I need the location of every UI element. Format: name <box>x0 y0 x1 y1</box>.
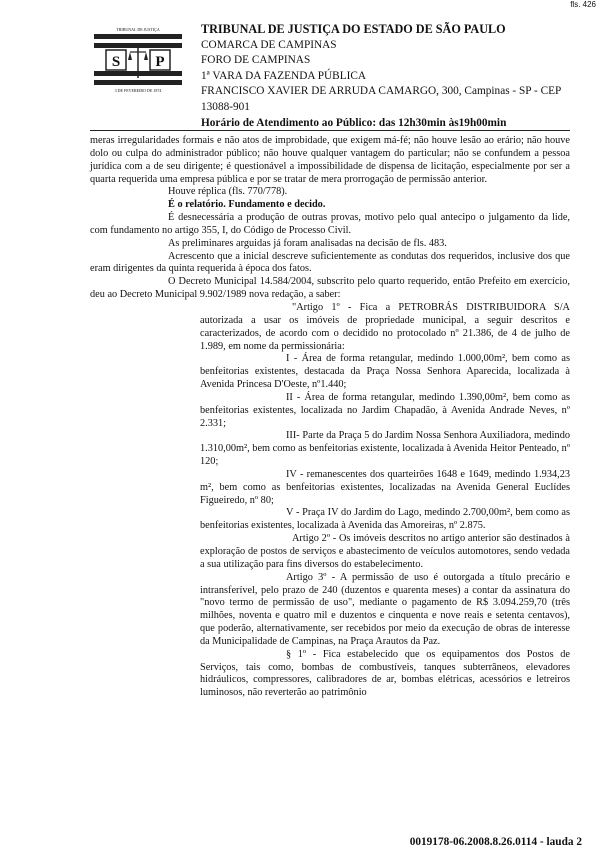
process-number-footer: 0019178-06.2008.8.26.0114 - lauda 2 <box>409 836 582 848</box>
svg-text:TRIBUNAL DE JUSTIÇA: TRIBUNAL DE JUSTIÇA <box>116 27 160 32</box>
quote-paragraph: IV - remanescentes dos quarteirões 1648 e 1649, medindo 1.934,23 m², bem como as benfeitorias existentes, localizadas na Avenida General Euclídes Figueiredo, nº 80; <box>200 468 570 506</box>
paragraph: É desnecessária a produção de outras provas, motivo pelo qual antecipo o julgamento da lide, com fundamento no artigo 355, I, do Código de Processo Civil. <box>90 212 570 236</box>
paragraph: Acrescento que a inicial descreve suficientemente as condutas dos requeridos, inclusive dos que eram dirigentes da quinta requerida à época dos fatos. <box>90 250 570 275</box>
quote-paragraph: Artigo 3º - A permissão de uso é outorgada a título precário e intransferível, pelo prazo de 240 (duzentos e quarenta meses) a contar da assinatura do "novo termo de permissão de uso", mediante o pagamento de R$ 3.094.259,70 (três milhões, noventa e quatro mil e duzentos e cinquenta e nove reais e setenta centavos), que poderão, alternativamente, ser recebidos por meio da execução de obras de interesse da Municipalidade de Campinas, na Praça Arautos da Paz. <box>200 571 570 647</box>
page-stamp: fls. 426 <box>570 0 596 9</box>
quote-paragraph: II - Área de forma retangular, medindo 1.390,00m², bem como as benfeitorias existentes, localizada no Jardim Chapadão, à Avenida Andrade Neves, nº 2.331; <box>200 391 570 429</box>
office-hours: Horário de Atendimento ao Público: das 12h30min às19h00min <box>201 116 507 129</box>
svg-text:3 DE FEVEREIRO DE 1874: 3 DE FEVEREIRO DE 1874 <box>114 88 162 93</box>
quote-paragraph: "Artigo 1º - Fica a PETROBRÁS DISTRIBUIDORA S/A autorizada a usar os imóveis de propriedade municipal, a seguir descritos e caracterizados, de acordo com o decidido no protocolado nº 21.386, de 4 de julho de 1.989, em nome da permissionária: <box>200 301 570 352</box>
paragraph: As preliminares arguidas já foram analisadas na decisão de fls. 483. <box>168 237 447 249</box>
quote-paragraph: III- Parte da Praça 5 do Jardim Nossa Senhora Auxiliadora, medindo 1.310,00m², bem como as benfeitorias existente, localizada à Avenida Heitor Penteado, nº 120; <box>200 430 570 468</box>
foro-line: FORO DE CAMPINAS <box>201 54 311 67</box>
court-seal-logo <box>92 26 184 96</box>
paragraph: Houve réplica (fls. 770/778). <box>168 186 288 198</box>
header-divider <box>90 130 570 131</box>
comarca-line: COMARCA DE CAMPINAS <box>201 38 337 51</box>
paragraph: meras irregularidades formais e não atos de improbidade, que exigem má-fé; não houve lesão ao erário; não houve dolo ou culpa do administrador público; não houve qualquer vantagem do particular; não se confundem a pessoa jurídica com a de seu dirigente; é questionável a impossibilidade de dispensa de licitação, especialmente por ser a quarta requerida uma empresa pública e por se tratar de mera prorrogação de permissão anterior. <box>90 135 570 185</box>
court-header <box>201 22 571 131</box>
svg-text:P: P <box>155 54 165 70</box>
address-line: FRANCISCO XAVIER DE ARRUDA CAMARGO, 300, Campinas - SP - CEP 13088-901 <box>201 85 561 113</box>
vara-line: 1ª VARA DA FAZENDA PÚBLICA <box>201 69 367 82</box>
quote-paragraph: I - Área de forma retangular, medindo 1.000,00m², bem como as benfeitorias existentes, destacada da Praça Nossa Senhora Aparecida, localizada à Avenida Princesa D'Oeste, nº1.440; <box>200 353 570 391</box>
svg-text:S: S <box>111 54 121 70</box>
paragraph: O Decreto Municipal 14.584/2004, subscrito pelo quarto requerido, então Prefeito em exercício, deu ao Decreto Municipal 9.902/1989 nova redação, a saber: <box>90 276 570 301</box>
court-name: TRIBUNAL DE JUSTIÇA DO ESTADO DE SÃO PAULO <box>201 22 506 36</box>
quote-paragraph: V - Praça IV do Jardim do Lago, medindo 2.700,00m², bem como as benfeitorias existentes, localizada à Avenida das Amoreiras, nº 2.875. <box>200 507 570 532</box>
quote-paragraph: § 1º - Fica estabelecido que os equipamentos dos Postos de Serviços, tais como, bombas de combustíveis, tanques subterrâneos, elevadores hidráulicos, compressores, calibradores de ar, bombas elétricas, acessórios e letreiros luminosos, não reverterão ao patrimônio <box>200 648 570 699</box>
quote-paragraph: Artigo 2º - Os imóveis descritos no artigo anterior são destinados à exploração de postos de serviços e abastecimento de veículos automotores, sendo vedada a sua utilização para fins diversos do estabelecimento. <box>200 533 570 570</box>
section-heading: É o relatório. Fundamento e decido. <box>168 199 326 211</box>
decision-text <box>90 135 570 700</box>
